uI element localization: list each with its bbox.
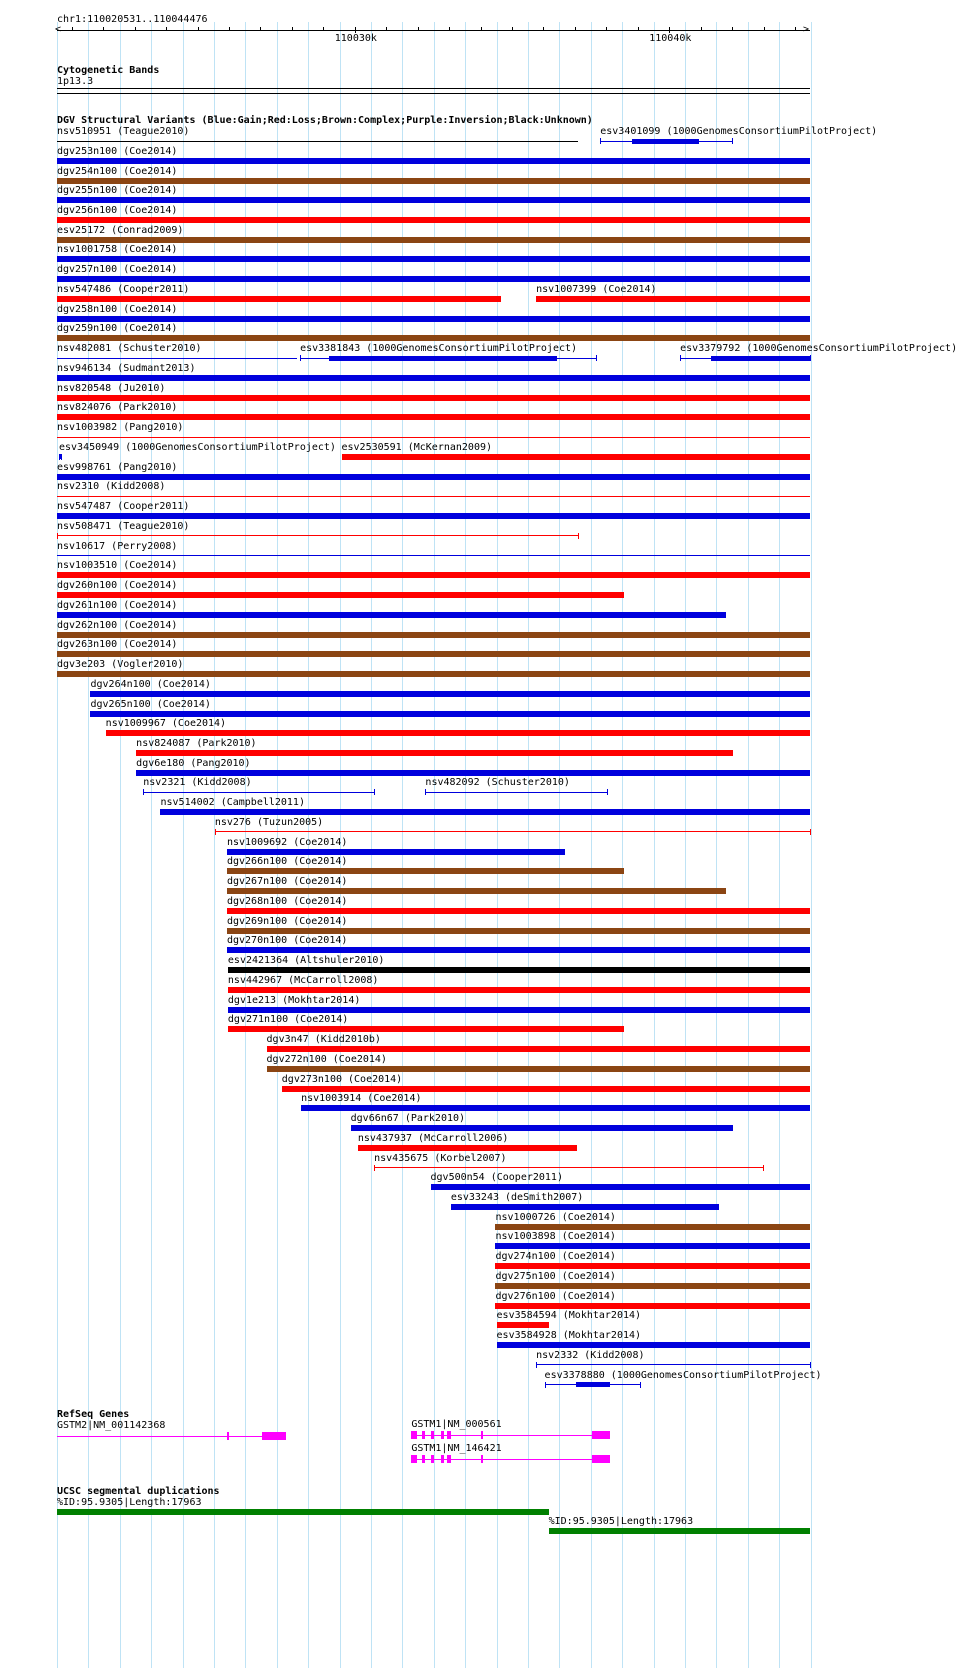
dgv-feature-line[interactable] bbox=[57, 437, 810, 438]
dgv-feature-label[interactable]: nsv437937 (McCarroll2006) bbox=[357, 1132, 509, 1144]
cytoband-line-bottom bbox=[57, 93, 810, 94]
dgv-feature-bar[interactable] bbox=[228, 967, 810, 973]
dgv-feature-label[interactable]: nsv482081 (Schuster2010) bbox=[57, 343, 202, 355]
dgv-feature-bar[interactable] bbox=[227, 928, 810, 934]
dgv-feature-label[interactable]: nsv2332 (Kidd2008) bbox=[536, 1349, 645, 1361]
grid-line bbox=[559, 22, 560, 1668]
dgv-feature-label[interactable]: nsv820548 (Ju2010) bbox=[57, 382, 166, 394]
ruler-minor-tick bbox=[481, 27, 482, 30]
dgv-feature-label[interactable]: dgv66n67 (Park2010) bbox=[350, 1113, 466, 1124]
dgv-feature-bar[interactable] bbox=[282, 1086, 810, 1092]
dgv-feature-label[interactable]: dgv263n100 (Coe2014) bbox=[57, 639, 178, 651]
dgv-feature-core[interactable] bbox=[632, 139, 700, 144]
ruler-minor-tick bbox=[135, 27, 136, 30]
ruler-minor-tick bbox=[418, 27, 419, 30]
dgv-feature-label[interactable]: nsv1003898 (Coe2014) bbox=[495, 1231, 616, 1243]
dgv-feature-label[interactable]: nsv482092 (Schuster2010) bbox=[425, 777, 570, 789]
refseq-gene-exon[interactable] bbox=[481, 1431, 484, 1439]
dgv-feature-label[interactable]: dgv265n100 (Coe2014) bbox=[90, 698, 211, 710]
dgv-feature-bar[interactable] bbox=[267, 1066, 810, 1072]
ruler-minor-tick bbox=[229, 27, 230, 30]
dgv-feature-line[interactable] bbox=[143, 792, 373, 793]
dgv-feature-end-tick bbox=[61, 454, 62, 460]
dgv-feature-bar[interactable] bbox=[536, 296, 810, 302]
dgv-feature-bar[interactable] bbox=[227, 868, 624, 874]
dgv-feature-bar[interactable] bbox=[57, 651, 810, 657]
ruler-minor-tick bbox=[764, 27, 765, 30]
dgv-feature-label[interactable]: nsv1000726 (Coe2014) bbox=[495, 1211, 616, 1223]
dgv-feature-label[interactable]: dgv271n100 (Coe2014) bbox=[227, 1014, 349, 1026]
refseq-gene-exon[interactable] bbox=[592, 1455, 610, 1463]
dgv-feature-label[interactable]: dgv264n100 (Coe2014) bbox=[90, 678, 211, 690]
dgv-feature-bar[interactable] bbox=[431, 1184, 810, 1190]
dgv-feature-line[interactable] bbox=[536, 1364, 810, 1365]
dgv-feature-label[interactable]: nsv1003982 (Pang2010) bbox=[57, 422, 184, 434]
cytoband-track-title: Cytogenetic Bands bbox=[57, 65, 160, 76]
dgv-feature-label[interactable]: dgv267n100 (Coe2014) bbox=[226, 876, 348, 888]
grid-line bbox=[811, 22, 812, 1668]
dgv-feature-end-tick bbox=[763, 1165, 764, 1171]
refseq-gene-exon[interactable] bbox=[431, 1431, 434, 1439]
dgv-feature-label[interactable]: dgv254n100 (Coe2014) bbox=[57, 165, 178, 177]
grid-line bbox=[214, 22, 215, 1668]
dgv-feature-end-tick bbox=[300, 355, 301, 361]
ruler-minor-tick bbox=[355, 27, 356, 30]
dgv-feature-end-tick bbox=[732, 138, 733, 144]
dgv-feature-end-tick bbox=[143, 789, 144, 795]
dgv-feature-label[interactable]: nsv2321 (Kidd2008) bbox=[143, 777, 252, 789]
dgv-feature-label[interactable]: dgv261n100 (Coe2014) bbox=[57, 599, 178, 611]
dgv-feature-label[interactable]: nsv508471 (Teague2010) bbox=[57, 520, 190, 532]
refseq-gene-label[interactable]: GSTM1|NM_000561 bbox=[411, 1419, 502, 1430]
dgv-feature-label[interactable]: nsv2310 (Kidd2008) bbox=[57, 481, 166, 493]
dgv-feature-label[interactable]: esv33243 (deSmith2007) bbox=[450, 1192, 584, 1203]
dgv-feature-label[interactable]: dgv274n100 (Coe2014) bbox=[495, 1251, 616, 1263]
dgv-feature-end-tick bbox=[607, 789, 608, 795]
grid-line bbox=[402, 22, 403, 1668]
dgv-feature-bar[interactable] bbox=[57, 612, 726, 618]
dgv-feature-line[interactable] bbox=[374, 1167, 763, 1168]
refseq-track-title: RefSeq Genes bbox=[57, 1409, 130, 1420]
dgv-feature-bar[interactable] bbox=[106, 730, 810, 736]
dgv-feature-bar[interactable] bbox=[57, 414, 810, 420]
dgv-feature-label[interactable]: nsv824076 (Park2010) bbox=[57, 402, 178, 414]
ruler-right-arrow: > bbox=[803, 24, 810, 35]
dgv-feature-core[interactable] bbox=[576, 1382, 610, 1387]
dgv-feature-label[interactable]: dgv268n100 (Coe2014) bbox=[226, 895, 348, 907]
dgv-feature-label[interactable]: nsv510951 (Teague2010) bbox=[57, 126, 190, 137]
grid-line bbox=[528, 22, 529, 1668]
dgv-feature-label[interactable]: dgv259n100 (Coe2014) bbox=[57, 323, 178, 335]
segdup-feature-bar[interactable] bbox=[549, 1528, 810, 1534]
dgv-feature-bar[interactable] bbox=[228, 1007, 810, 1013]
dgv-feature-label[interactable]: esv3379792 (1000GenomesConsortiumPilotProject) bbox=[680, 343, 957, 355]
dgv-feature-label[interactable]: esv3381843 (1000GenomesConsortiumPilotProject) bbox=[300, 343, 578, 355]
dgv-track-title: DGV Structural Variants (Blue:Gain;Red:Loss;Brown:Complex;Purple:Inversion;Black:Unknown) bbox=[57, 115, 593, 126]
ruler-tick-label: 110040k bbox=[649, 33, 692, 44]
dgv-feature-bar[interactable] bbox=[57, 375, 810, 381]
dgv-feature-label[interactable]: dgv269n100 (Coe2014) bbox=[226, 915, 348, 927]
dgv-feature-label[interactable]: esv2421364 (Altshuler2010) bbox=[227, 955, 385, 967]
dgv-feature-label[interactable]: dgv260n100 (Coe2014) bbox=[57, 580, 178, 591]
dgv-feature-bar[interactable] bbox=[90, 711, 810, 717]
dgv-feature-label[interactable]: esv3401099 (1000GenomesConsortiumPilotProject) bbox=[600, 126, 878, 137]
dgv-feature-end-tick bbox=[810, 829, 811, 835]
segdup-feature-label[interactable]: %ID:95.9305|Length:17963 bbox=[57, 1497, 202, 1508]
refseq-gene-exon[interactable] bbox=[262, 1432, 287, 1440]
dgv-feature-bar[interactable] bbox=[227, 908, 810, 914]
grid-line bbox=[748, 22, 749, 1668]
segdup-feature-label[interactable]: %ID:95.9305|Length:17963 bbox=[548, 1516, 694, 1527]
dgv-feature-label[interactable]: esv2530591 (McKernan2009) bbox=[341, 441, 493, 453]
dgv-feature-bar[interactable] bbox=[57, 158, 810, 164]
dgv-feature-bar[interactable] bbox=[228, 1026, 624, 1032]
dgv-feature-label[interactable]: nsv1003914 (Coe2014) bbox=[301, 1093, 422, 1105]
dgv-feature-end-tick bbox=[600, 138, 601, 144]
dgv-feature-line[interactable] bbox=[57, 535, 578, 536]
dgv-feature-core[interactable] bbox=[329, 356, 556, 361]
dgv-feature-label[interactable]: nsv946134 (Sudmant2013) bbox=[57, 362, 196, 374]
dgv-feature-label[interactable]: dgv253n100 (Coe2014) bbox=[57, 145, 178, 157]
refseq-gene-exon[interactable] bbox=[411, 1455, 417, 1463]
grid-line bbox=[591, 22, 592, 1668]
dgv-feature-bar[interactable] bbox=[57, 178, 810, 184]
ruler-minor-tick bbox=[323, 27, 324, 30]
dgv-feature-line[interactable] bbox=[57, 496, 810, 497]
dgv-feature-bar[interactable] bbox=[497, 1342, 810, 1348]
dgv-feature-line[interactable] bbox=[57, 141, 578, 142]
dgv-feature-end-tick bbox=[545, 1382, 546, 1388]
dgv-feature-bar[interactable] bbox=[57, 513, 810, 519]
dgv-feature-line[interactable] bbox=[425, 792, 607, 793]
refseq-gene-exon[interactable] bbox=[441, 1431, 444, 1439]
dgv-feature-core[interactable] bbox=[59, 454, 61, 459]
ruler-minor-tick bbox=[103, 27, 104, 30]
dgv-feature-bar[interactable] bbox=[57, 237, 810, 243]
dgv-feature-label[interactable]: dgv500n54 (Cooper2011) bbox=[430, 1172, 563, 1184]
ruler-minor-tick bbox=[449, 27, 450, 30]
refseq-gene-intron[interactable] bbox=[57, 1436, 286, 1437]
dgv-feature-end-tick bbox=[425, 789, 426, 795]
dgv-feature-bar[interactable] bbox=[57, 632, 810, 638]
dgv-feature-bar[interactable] bbox=[57, 395, 810, 401]
cytoband-line-top bbox=[57, 88, 810, 89]
refseq-gene-label[interactable]: GSTM1|NM_146421 bbox=[411, 1443, 502, 1454]
dgv-feature-bar[interactable] bbox=[495, 1283, 810, 1289]
dgv-feature-bar[interactable] bbox=[451, 1204, 719, 1210]
dgv-feature-label[interactable]: dgv270n100 (Coe2014) bbox=[226, 935, 348, 947]
ruler-minor-tick bbox=[260, 27, 261, 30]
dgv-feature-end-tick bbox=[374, 1165, 375, 1171]
refseq-gene-exon[interactable] bbox=[422, 1431, 425, 1439]
dgv-feature-end-tick bbox=[680, 355, 681, 361]
dgv-feature-label[interactable]: dgv3e203 (Vogler2010) bbox=[57, 659, 184, 670]
dgv-feature-bar[interactable] bbox=[136, 750, 733, 756]
dgv-feature-line[interactable] bbox=[57, 555, 810, 556]
grid-line bbox=[622, 22, 623, 1668]
grid-line bbox=[371, 22, 372, 1668]
dgv-feature-bar[interactable] bbox=[57, 572, 810, 578]
ruler-minor-tick bbox=[198, 27, 199, 30]
dgv-feature-line[interactable] bbox=[57, 358, 297, 359]
dgv-feature-bar[interactable] bbox=[57, 276, 810, 282]
dgv-feature-bar[interactable] bbox=[57, 256, 810, 262]
dgv-feature-label[interactable]: dgv257n100 (Coe2014) bbox=[57, 264, 178, 276]
dgv-feature-label[interactable]: esv3584928 (Mokhtar2014) bbox=[496, 1330, 642, 1342]
dgv-feature-label[interactable]: dgv276n100 (Coe2014) bbox=[495, 1290, 616, 1302]
dgv-feature-bar[interactable] bbox=[495, 1263, 810, 1269]
dgv-feature-label[interactable]: dgv6e180 (Pang2010) bbox=[136, 757, 251, 769]
refseq-gene-label[interactable]: GSTM2|NM_001142368 bbox=[57, 1420, 166, 1431]
ruler-left-arrow: < bbox=[55, 24, 62, 35]
dgv-feature-label[interactable]: dgv266n100 (Coe2014) bbox=[226, 856, 348, 868]
segdup-track-title: UCSC segmental duplications bbox=[57, 1486, 220, 1497]
dgv-feature-end-tick bbox=[810, 1362, 811, 1368]
dgv-feature-label[interactable]: nsv1009967 (Coe2014) bbox=[105, 718, 227, 730]
dgv-feature-end-tick bbox=[596, 355, 597, 361]
dgv-feature-label[interactable]: dgv272n100 (Coe2014) bbox=[266, 1053, 387, 1065]
dgv-feature-label[interactable]: esv25172 (Conrad2009) bbox=[57, 224, 184, 236]
ruler-minor-tick bbox=[795, 27, 796, 30]
cytoband-label: 1p13.3 bbox=[57, 76, 94, 87]
dgv-feature-label[interactable]: dgv255n100 (Coe2014) bbox=[57, 185, 178, 197]
dgv-feature-label[interactable]: dgv258n100 (Coe2014) bbox=[57, 303, 178, 315]
dgv-feature-label[interactable]: nsv1001758 (Coe2014) bbox=[57, 244, 178, 256]
dgv-feature-label[interactable]: nsv442967 (McCarroll2008) bbox=[227, 974, 379, 986]
ruler-minor-tick bbox=[701, 27, 702, 30]
refseq-gene-exon[interactable] bbox=[447, 1431, 451, 1439]
refseq-gene-exon[interactable] bbox=[431, 1455, 434, 1463]
dgv-feature-bar[interactable] bbox=[160, 809, 810, 815]
dgv-feature-end-tick bbox=[640, 1382, 641, 1388]
ruler-minor-tick bbox=[543, 27, 544, 30]
dgv-feature-bar[interactable] bbox=[301, 1105, 810, 1111]
dgv-feature-label[interactable]: dgv3n47 (Kidd2010b) bbox=[266, 1034, 381, 1045]
refseq-gene-exon[interactable] bbox=[411, 1431, 417, 1439]
dgv-feature-bar[interactable] bbox=[57, 671, 810, 677]
dgv-feature-label[interactable]: nsv435675 (Korbel2007) bbox=[374, 1152, 507, 1164]
refseq-gene-exon[interactable] bbox=[447, 1455, 451, 1463]
dgv-feature-label[interactable]: nsv1009692 (Coe2014) bbox=[226, 836, 348, 848]
dgv-feature-bar[interactable] bbox=[358, 1145, 577, 1151]
ruler-axis bbox=[57, 30, 810, 31]
dgv-feature-label[interactable]: dgv256n100 (Coe2014) bbox=[57, 205, 178, 216]
dgv-feature-end-tick bbox=[578, 533, 579, 539]
dgv-feature-label[interactable]: dgv275n100 (Coe2014) bbox=[495, 1270, 616, 1282]
dgv-feature-label[interactable]: esv3450949 (1000GenomesConsortiumPilotProject) bbox=[59, 441, 336, 453]
refseq-gene-exon[interactable] bbox=[481, 1455, 484, 1463]
dgv-feature-bar[interactable] bbox=[136, 770, 810, 776]
dgv-feature-bar[interactable] bbox=[342, 454, 810, 460]
grid-line bbox=[654, 22, 655, 1668]
dgv-feature-end-tick bbox=[215, 829, 216, 835]
refseq-gene-exon[interactable] bbox=[441, 1455, 444, 1463]
dgv-feature-label[interactable]: dgv262n100 (Coe2014) bbox=[57, 619, 178, 631]
dgv-feature-label[interactable]: dgv1e213 (Mokhtar2014) bbox=[227, 994, 361, 1006]
dgv-feature-bar[interactable] bbox=[57, 474, 810, 480]
dgv-feature-bar[interactable] bbox=[495, 1303, 810, 1309]
ruler-minor-tick bbox=[669, 27, 670, 30]
dgv-feature-bar[interactable] bbox=[227, 888, 726, 894]
dgv-feature-bar[interactable] bbox=[57, 316, 810, 322]
dgv-feature-label[interactable]: nsv1007399 (Coe2014) bbox=[536, 283, 657, 295]
refseq-gene-exon[interactable] bbox=[592, 1431, 610, 1439]
ruler-minor-tick bbox=[575, 27, 576, 30]
dgv-feature-bar[interactable] bbox=[57, 217, 810, 223]
dgv-feature-bar[interactable] bbox=[57, 296, 501, 302]
dgv-feature-bar[interactable] bbox=[495, 1224, 810, 1230]
dgv-feature-core[interactable] bbox=[711, 356, 810, 361]
ruler-minor-tick bbox=[512, 27, 513, 30]
dgv-feature-end-tick bbox=[536, 1362, 537, 1368]
dgv-feature-label[interactable]: esv3378880 (1000GenomesConsortiumPilotProject) bbox=[544, 1369, 822, 1381]
ruler-minor-tick bbox=[732, 27, 733, 30]
dgv-feature-label[interactable]: nsv547486 (Cooper2011) bbox=[57, 283, 190, 295]
refseq-gene-exon[interactable] bbox=[422, 1455, 425, 1463]
grid-line bbox=[779, 22, 780, 1668]
dgv-feature-bar[interactable] bbox=[495, 1243, 810, 1249]
dgv-feature-bar[interactable] bbox=[267, 1046, 810, 1052]
refseq-gene-exon[interactable] bbox=[227, 1432, 229, 1440]
ruler-minor-tick bbox=[72, 27, 73, 30]
grid-line bbox=[685, 22, 686, 1668]
dgv-feature-bar[interactable] bbox=[90, 691, 810, 697]
dgv-feature-end-tick bbox=[810, 355, 811, 361]
dgv-feature-line[interactable] bbox=[215, 831, 810, 832]
ruler-tick-label: 110030k bbox=[334, 33, 377, 44]
dgv-feature-end-tick bbox=[57, 533, 58, 539]
dgv-feature-label[interactable]: nsv276 (Tuzun2005) bbox=[214, 816, 324, 828]
dgv-feature-bar[interactable] bbox=[497, 1322, 549, 1328]
dgv-feature-label[interactable]: esv3584594 (Mokhtar2014) bbox=[496, 1310, 642, 1322]
dgv-feature-end-tick bbox=[374, 789, 375, 795]
dgv-feature-bar[interactable] bbox=[57, 335, 810, 341]
ruler-range-label: chr1:110020531..110044476 bbox=[57, 14, 208, 25]
dgv-feature-label[interactable]: nsv1003510 (Coe2014) bbox=[57, 560, 178, 572]
dgv-feature-label[interactable]: dgv273n100 (Coe2014) bbox=[281, 1073, 403, 1085]
dgv-feature-bar[interactable] bbox=[57, 592, 624, 598]
dgv-feature-label[interactable]: nsv10617 (Perry2008) bbox=[57, 540, 178, 552]
dgv-feature-label[interactable]: nsv547487 (Cooper2011) bbox=[57, 501, 190, 513]
segdup-feature-bar[interactable] bbox=[57, 1509, 549, 1515]
dgv-feature-bar[interactable] bbox=[227, 947, 810, 953]
dgv-feature-bar[interactable] bbox=[228, 987, 810, 993]
dgv-feature-bar[interactable] bbox=[227, 849, 565, 855]
ruler-minor-tick bbox=[606, 27, 607, 30]
ruler-minor-tick bbox=[638, 27, 639, 30]
dgv-feature-bar[interactable] bbox=[351, 1125, 733, 1131]
dgv-feature-label[interactable]: nsv514002 (Campbell2011) bbox=[160, 797, 305, 809]
dgv-feature-label[interactable]: nsv824087 (Park2010) bbox=[136, 737, 257, 749]
grid-line bbox=[183, 22, 184, 1668]
ruler-minor-tick bbox=[166, 27, 167, 30]
dgv-feature-bar[interactable] bbox=[57, 197, 810, 203]
ruler-minor-tick bbox=[386, 27, 387, 30]
dgv-feature-label[interactable]: esv998761 (Pang2010) bbox=[57, 461, 178, 473]
ruler-minor-tick bbox=[292, 27, 293, 30]
grid-line bbox=[716, 22, 717, 1668]
